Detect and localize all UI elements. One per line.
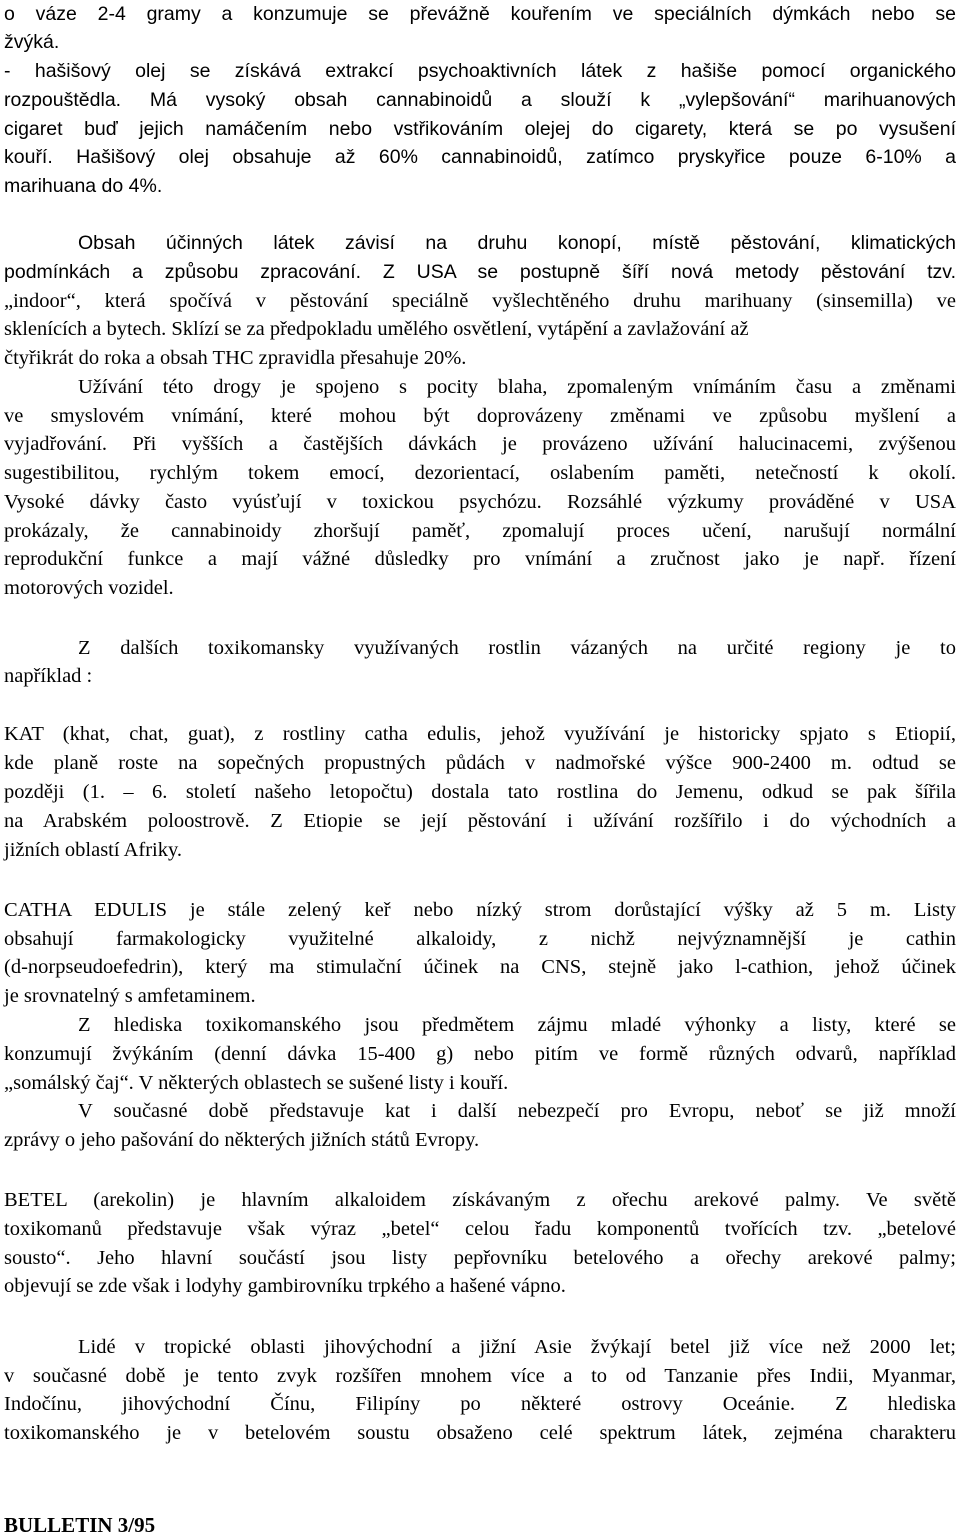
- text-line: kouří. Hašišový olej obsahuje až 60% cannabinoidů, zatímco pryskyřice pouze 6-10% a: [4, 146, 956, 168]
- text-line: sousto“. Jeho hlavní součástí jsou listy pepřovníku betelového a ořechy arekové palmy;: [4, 1247, 956, 1269]
- text-line: podmínkách a způsobu zpracování. Z USA se postupně šíří nová metody pěstování tzv.: [4, 261, 956, 283]
- text-line: čtyřikrát do roka a obsah THC zpravidla přesahuje 20%.: [4, 347, 467, 369]
- text-line: obsahují farmakologicky využitelné alkaloidy, z nichž nejvýznamnější je cathin: [4, 928, 956, 950]
- text-line: jižních oblastí Afriky.: [4, 839, 183, 861]
- text-line: sugestibilitou, rychlým tokem emocí, dezorientací, oslabením paměti, netečností k okolí.: [4, 462, 956, 484]
- text-line: Vysoké dávky často vyúsťují v toxickou psychózu. Rozsáhlé výzkumy prováděné v USA: [4, 491, 956, 513]
- text-line: prokázaly, že cannabinoidy zhoršují paměť, zpomalují proces učení, narušují normální: [4, 520, 956, 542]
- text-line: „indoor“, která spočívá v pěstování speciálně vyšlechtěného druhu marihuany (sinsemilla) ve: [4, 290, 956, 312]
- text-line: rozpouštědla. Má vysoký obsah cannabinoidů a slouží k „vylepšování“ marihuanových: [4, 89, 956, 111]
- page-footer: BULLETIN 3/95: [4, 1513, 156, 1537]
- text-line: - hašišový olej se získává extrakcí psychoaktivních látek z hašiše pomocí organického: [4, 60, 956, 82]
- text-line: kde planě roste na sopečných propustných půdách v nadmořské výšce 900-2400 m. odtud se: [4, 752, 956, 774]
- text-line: o váze 2-4 gramy a konzumuje se převážně kouřením ve speciálních dýmkách nebo se: [4, 3, 956, 25]
- text-line: například :: [4, 665, 93, 687]
- text-line: Obsah účinných látek závisí na druhu konopí, místě pěstování, klimatických: [78, 232, 956, 254]
- text-line: marihuana do 4%.: [4, 175, 163, 197]
- text-line: KAT (khat, chat, guat), z rostliny catha edulis, jehož využívání je historicky spjato s Etiopií,: [4, 723, 956, 745]
- text-line: později (1. – 6. století našeho letopočtu) dostala tato rostlina do Jemenu, odkud se pak šířila: [4, 781, 956, 803]
- text-line: v současné době je tento zvyk rozšířen mnohem více a to od Tanzanie přes Indii, Myanmar,: [4, 1365, 956, 1387]
- text-line: V současné době představuje kat i další nebezpečí pro Evropu, neboť se již množí: [78, 1100, 956, 1122]
- text-line: Indočínu, jihovýchodní Čínu, Filipíny po některé ostrovy Oceánie. Z hlediska: [4, 1393, 956, 1415]
- text-line: Lidé v tropické oblasti jihovýchodní a jižní Asie žvýkají betel již více než 2000 let;: [78, 1336, 956, 1358]
- text-line: toxikomanů představuje však výraz „betel“ celou řadu komponentů tvořících tzv. „betelové: [4, 1218, 956, 1240]
- text-line: objevují se zde však i lodyhy gambirovníku trpkého a hašené vápno.: [4, 1275, 566, 1297]
- text-line: sklenících a bytech. Sklízí se za předpokladu umělého osvětlení, vytápění a zavlažování až: [4, 318, 749, 340]
- text-line: na Arabském poloostrově. Z Etiopie se její pěstování i užívání rozšířilo i do východních a: [4, 810, 956, 832]
- text-line: „somálský čaj“. V některých oblastech se sušené listy i kouří.: [4, 1072, 509, 1094]
- text-line: Z hlediska toxikomanského jsou předmětem zájmu mladé výhonky a listy, které se: [78, 1014, 956, 1036]
- text-line: BETEL (arekolin) je hlavním alkaloidem získávaným z ořechu arekové palmy. Ve světě: [4, 1189, 956, 1211]
- text-line: motorových vozidel.: [4, 577, 174, 599]
- text-line: vyjadřování. Při vyšších a častějších dávkách je provázeno užívání halucinacemi, zvýšenou: [4, 433, 956, 455]
- text-line: CATHA EDULIS je stále zelený keř nebo nízký strom dorůstající výšky až 5 m. Listy: [4, 899, 956, 921]
- text-line: Užívání této drogy je spojeno s pocity blaha, zpomaleným vnímáním času a změnami: [78, 376, 956, 398]
- text-line: reprodukční funkce a mají vážné důsledky pro vnímání a zručnost jako je např. řízení: [4, 548, 956, 570]
- text-line: cigaret buď jejich namáčením nebo vstřikováním olejej do cigarety, která se po vysušení: [4, 118, 956, 140]
- text-line: ve smyslovém vnímání, které mohou být doprovázeny změnami ve způsobu myšlení a: [4, 405, 956, 427]
- text-line: je srovnatelný s amfetaminem.: [4, 985, 256, 1007]
- text-line: Z dalších toxikomansky využívaných rostlin vázaných na určité regiony je to: [78, 637, 956, 659]
- text-line: konzumují žvýkáním (denní dávka 15-400 g) nebo pitím ve formě různých odvarů, například: [4, 1043, 956, 1065]
- text-line: (d-norpseudoefedrin), který ma stimulační účinek na CNS, stejně jako l-cathion, jehož účinek: [4, 956, 956, 978]
- text-line: toxikomanského je v betelovém soustu obsaženo celé spektrum látek, zejména charakteru: [4, 1422, 956, 1444]
- text-line: zprávy o jeho pašování do některých jižních států Evropy.: [4, 1129, 480, 1151]
- text-line: žvýká.: [4, 31, 60, 53]
